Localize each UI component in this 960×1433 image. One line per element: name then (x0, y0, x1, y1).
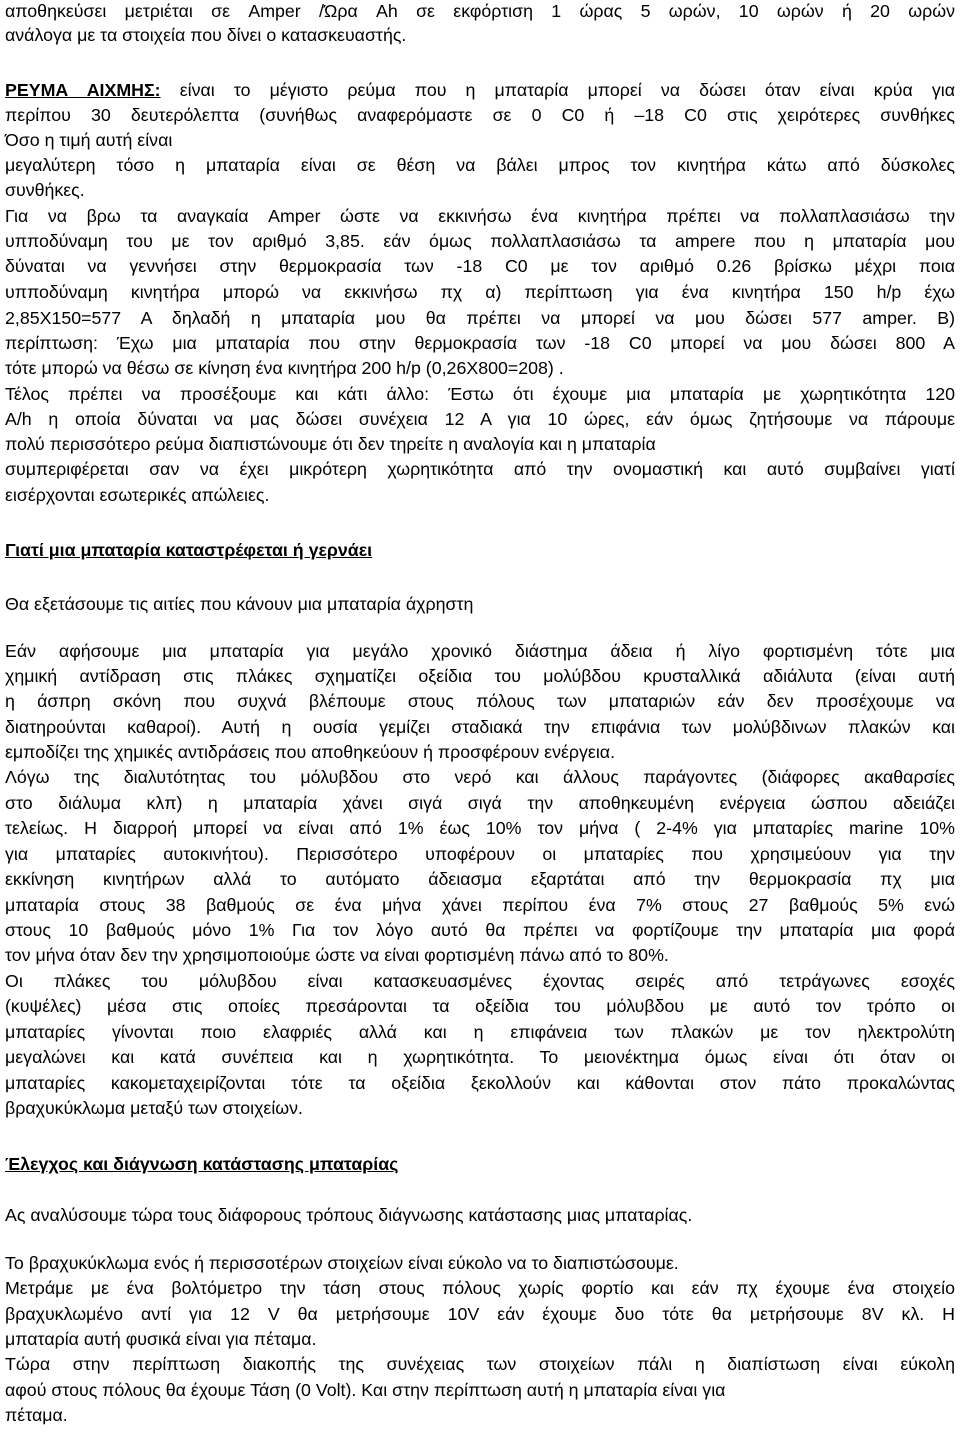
text-line: μπαταρίες κακομεταχειρίζονται τότε τα οξείδια ξεκολλούν και κάθονται στον πάτο προκαλώντας (5, 1073, 955, 1093)
text-line: μπαταρίες γίνονται ποιο ελαφριές αλλά και η επιφάνεια των πλακών με τον ηλεκτρολύτη (5, 1022, 955, 1042)
text-line: μεγαλύτερη τόσο η μπαταρία είναι σε θέση να βάλει μπρος τον κινητήρα κάτω από δύσκολες (5, 155, 955, 175)
text-line: βραχυκλωμένο αντί για 12 V θα μετρήσουμε 10V εάν έχουμε δυο τότε θα μετρήσουμε 8V κλ. Η (5, 1304, 955, 1324)
text-line: βραχυκύκλωμα μεταξύ των στοιχείων. (5, 1098, 304, 1118)
text-line: εκκίνηση κινητήρων αλλά το αυτόματο άδειασμα εξαρτάται από την θερμοκρασία πχ μια (5, 869, 955, 889)
text-line: δύναται να γεννήσει στην θερμοκρασία των -18 C0 με τον αριθμό 0.26 βρίσκω μέχρι ποια (5, 256, 955, 276)
text-line: Τώρα στην περίπτωση διακοπής της συνέχειας των στοιχείων πάλι η διαπίστωση είναι εύκολη (5, 1354, 955, 1374)
text-line: αποθηκεύσει μετριέται σε Amper /Ώρα Ah σε εκφόρτιση 1 ώρας 5 ωρών, 10 ωρών ή 20 ωρών (5, 1, 955, 21)
text-line: περίπτωση: Έχω μια μπαταρία που στην θερμοκρασία των -18 C0 μπορεί να μου δώσει 800 Α (5, 333, 955, 353)
text-line: μπαταρία στους 38 βαθμούς σε ένα μήνα χάνει περίπου ένα 7% στους 27 βαθμούς 5% ενώ (5, 895, 955, 915)
text-line: τον μήνα όταν δεν την χρησιμοποιούμε ώστε να είναι φορτισμένη πάνω από το 80%. (5, 945, 669, 965)
text-line: πέταμα. (5, 1405, 68, 1425)
text-line: (κυψέλες) μέσα στις οποίες πρεσάρονται τα οξείδια του μόλυβδου με αυτό τον τρόπο οι (5, 996, 955, 1016)
text-line: για μπαταρίες αυτοκινήτου). Περισσότερο υποφέρουν οι μπαταρίες που χρησιμεύουν για την (5, 844, 955, 864)
cca-label: ΡΕΥΜΑ ΑΙΧΜΗΣ: (5, 80, 161, 100)
text-line: Τέλος πρέπει να προσέξουμε και κάτι άλλο: Έστω ότι έχουμε μια μπαταρία με χωρητικότητα 120 (5, 384, 955, 404)
text-line: Μετράμε με ένα βολτόμετρο την τάση στους πόλους χωρίς φορτίο και εάν πχ έχουμε ένα στοιχείο (5, 1278, 955, 1298)
text-line: διατηρούνται καθαροί). Αυτή η ουσία γεμίζει σταδιακά την επιφάνια των μολύβδινων πλακών και (5, 717, 955, 737)
text-line: Οι πλάκες του μόλυβδου είναι κατασκευασμένες έχοντας σειρές από τετράγωνες εσοχές (5, 971, 955, 991)
text-line: στους 10 βαθμούς μόνο 1% Για τον λόγο αυτό θα πρέπει να φορτίζουμε την μπαταρία μια φορά (5, 920, 955, 940)
text-line: Λόγω της διαλυτότητας του μόλυβδου στο νερό και άλλους παράγοντες (διάφορες ακαθαρσίες (5, 767, 955, 787)
text-line: πολύ περισσότερο ρεύμα διαπιστώνουμε ότι δεν τηρείτε η αναλογία και η μπαταρία (5, 434, 656, 454)
text-line: 2,85Χ150=577 Α δηλαδή η μπαταρία μου θα πρέπει να μπορεί να μου δώσει 577 amper. Β) (5, 308, 955, 328)
text-line: μεγαλώνει και κατά συνέπεια και η χωρητικότητα. Το μειονέκτημα όμως είναι ότι όταν οι (5, 1047, 955, 1067)
text-line: η άσπρη σκόνη που συχνά βλέπουμε στους πόλους των μπαταριών εάν δεν προσέχουμε να (5, 691, 955, 711)
text-line: ανάλογα με τα στοιχεία που δίνει ο κατασκευαστής. (5, 25, 407, 45)
text-line: Όσο η τιμή αυτή είναι (5, 130, 173, 150)
section-heading-diagnosis: Έλεγχος και διάγνωση κατάστασης μπαταρίας (5, 1154, 399, 1174)
text-line: Εάν αφήσουμε μια μπαταρία για μεγάλο χρονικό διάστημα άδεια ή λίγο φορτισμένη τότε μια (5, 641, 955, 661)
text-line: Για να βρω τα αναγκαία Amper ώστε να εκκινήσω ένα κινητήρα πρέπει να πολλαπλασιάσω την (5, 206, 955, 226)
text-line: A/h η οποία δύναται να μας δώσει συνέχεια 12 Α για 10 ώρες, εάν όμως ζητήσουμε να πάρουμε (5, 409, 955, 429)
text-line: Το βραχυκύκλωμα ενός ή περισσοτέρων στοιχείων είναι εύκολο να το διαπιστώσουμε. (5, 1253, 679, 1273)
text-line: τότε μπορώ να θέσω σε κίνηση ένα κινητήρα 200 h/p (0,26Χ800=208) . (5, 358, 564, 378)
cca-paragraph-first-line (5, 79, 955, 101)
text-line: εμποδίζει της χημικές αντιδράσεις που αποθηκεύουν ή προσφέρουν ενέργεια. (5, 742, 616, 762)
text-line: στο διάλυμα κλπ) η μπαταρία χάνει σιγά σιγά την αποθηκευμένη ενέργεια ώσπου αδειάζει (5, 793, 955, 813)
text-line: περίπου 30 δευτερόλεπτα (συνήθως αναφερόμαστε σε 0 C0 ή –18 C0 στις χειρότερες συνθήκες (5, 105, 955, 125)
text-line: χημική αντίδραση στις πλάκες σχηματίζει οξείδια του μολύβδου κρυσταλλικά αδιάλυτα (είναι αυτή (5, 666, 955, 686)
text-line: μπαταρία αυτή φυσικά είναι για πέταμα. (5, 1329, 317, 1349)
text-line: υπποδύναμη κινητήρα μπορώ να εκκινήσω πχ α) περίπτωση για ένα κινητήρα 150 h/p έχω (5, 282, 955, 302)
cca-text: είναι το μέγιστο ρεύμα που η μπαταρία μπορεί να δώσει όταν είναι κρύα για (160, 80, 956, 100)
section-intro: Θα εξετάσουμε τις αιτίες που κάνουν μια μπαταρία άχρηστη (5, 594, 474, 614)
text-line: συμπεριφέρεται σαν να έχει μικρότερη χωρητικότητα από την ονομαστική και αυτό συμβαίνει γιατί (5, 459, 955, 479)
text-line: τελείως. Η διαρροή μπορεί να είναι από 1% έως 10% τον μήνα ( 2-4% για μπαταρίες marine 10% (5, 818, 955, 838)
text-line: αφού στους πόλους θα έχουμε Τάση (0 Volt). Και στην περίπτωση αυτή η μπαταρία είναι για (5, 1380, 726, 1400)
section-intro: Ας αναλύσουμε τώρα τους διάφορους τρόπους διάγνωσης κατάστασης μιας μπαταρίας. (5, 1205, 693, 1225)
text-line: εισέρχονται εσωτερικές απώλειες. (5, 485, 270, 505)
text-line: υπποδύναμη του με τον αριθμό 3,85. εάν όμως πολλαπλασιάσω τα ampere που η μπαταρία μου (5, 231, 955, 251)
section-heading-battery-aging: Γιατί μια μπαταρία καταστρέφεται ή γερνάει (5, 540, 373, 560)
text-line: συνθήκες. (5, 180, 85, 200)
